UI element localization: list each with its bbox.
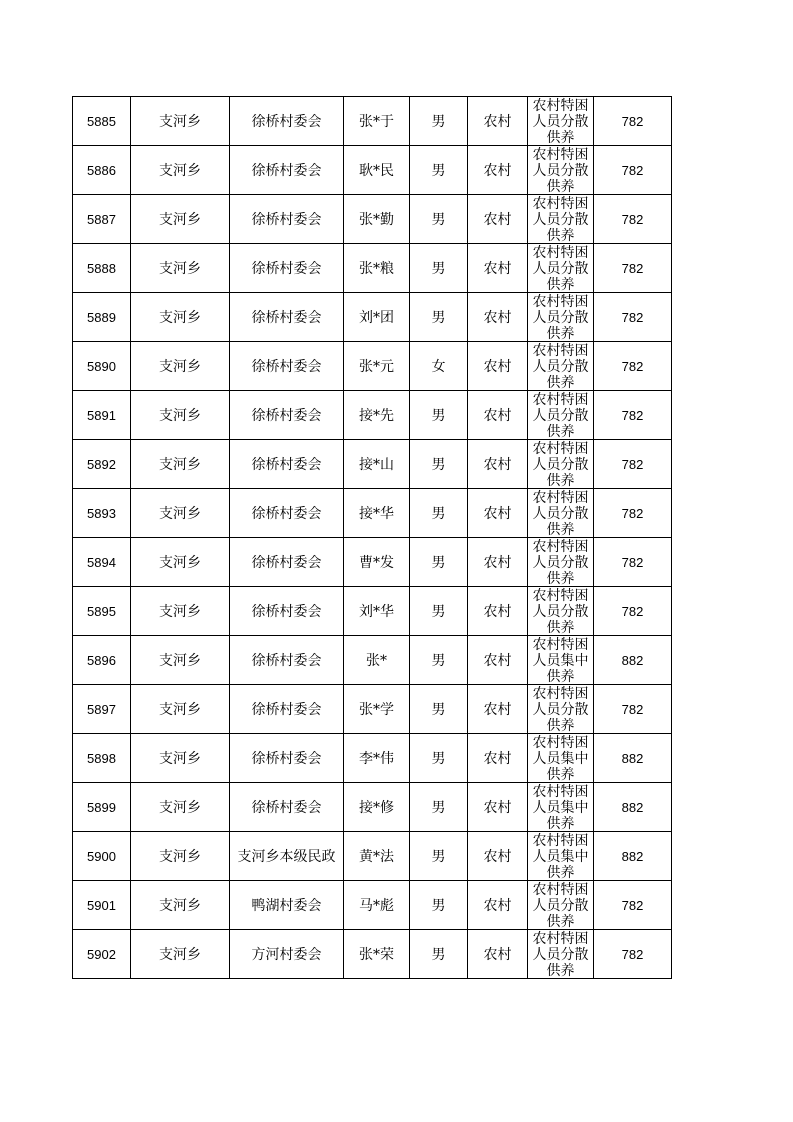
table-row [73, 930, 672, 979]
township-cell: 支河乡 [131, 636, 230, 685]
serial-number-cell: 5895 [73, 587, 131, 636]
support-category-wrap [528, 734, 593, 782]
serial-number-cell: 5889 [73, 293, 131, 342]
support-category-wrap [528, 538, 593, 586]
village-committee-cell: 徐桥村委会 [230, 538, 344, 587]
amount-cell: 882 [594, 734, 672, 783]
serial-number-cell: 5897 [73, 685, 131, 734]
amount-cell: 882 [594, 783, 672, 832]
person-name-cell: 黄*法 [344, 832, 410, 881]
village-committee-cell: 徐桥村委会 [230, 293, 344, 342]
support-category-text: 农村特困人员分散供养 [532, 588, 589, 635]
serial-number-cell: 5885 [73, 97, 131, 146]
serial-number-cell: 5898 [73, 734, 131, 783]
support-category-wrap [528, 440, 593, 488]
village-committee-cell: 徐桥村委会 [230, 587, 344, 636]
sex-cell: 男 [410, 538, 468, 587]
village-committee-cell: 徐桥村委会 [230, 146, 344, 195]
person-name-cell: 马*彪 [344, 881, 410, 930]
person-name-cell: 张*粮 [344, 244, 410, 293]
amount-cell: 782 [594, 293, 672, 342]
table-row [73, 636, 672, 685]
sex-cell: 男 [410, 146, 468, 195]
support-category-wrap [528, 783, 593, 831]
amount-cell: 882 [594, 636, 672, 685]
support-category-text: 农村特困人员集中供养 [532, 637, 589, 684]
support-category-text: 农村特困人员分散供养 [532, 294, 589, 341]
village-committee-cell: 徐桥村委会 [230, 391, 344, 440]
serial-number-cell: 5893 [73, 489, 131, 538]
support-category-cell [528, 734, 594, 783]
serial-number-cell: 5902 [73, 930, 131, 979]
sex-cell: 女 [410, 342, 468, 391]
residence-type-cell: 农村 [468, 930, 528, 979]
serial-number-cell: 5888 [73, 244, 131, 293]
serial-number-cell: 5894 [73, 538, 131, 587]
residence-type-cell: 农村 [468, 538, 528, 587]
support-category-wrap [528, 195, 593, 243]
person-name-cell: 接*山 [344, 440, 410, 489]
support-category-text: 农村特困人员分散供养 [532, 539, 589, 586]
sex-cell: 男 [410, 391, 468, 440]
table-row [73, 342, 672, 391]
support-category-cell [528, 97, 594, 146]
residence-type-cell: 农村 [468, 587, 528, 636]
township-cell: 支河乡 [131, 734, 230, 783]
sex-cell: 男 [410, 293, 468, 342]
township-cell: 支河乡 [131, 538, 230, 587]
sex-cell: 男 [410, 930, 468, 979]
township-cell: 支河乡 [131, 244, 230, 293]
township-cell: 支河乡 [131, 685, 230, 734]
support-category-cell [528, 293, 594, 342]
township-cell: 支河乡 [131, 146, 230, 195]
table-row [73, 391, 672, 440]
residence-type-cell: 农村 [468, 293, 528, 342]
township-cell: 支河乡 [131, 489, 230, 538]
sex-cell: 男 [410, 685, 468, 734]
person-name-cell: 张*元 [344, 342, 410, 391]
village-committee-cell: 徐桥村委会 [230, 636, 344, 685]
amount-cell: 782 [594, 195, 672, 244]
serial-number-cell: 5891 [73, 391, 131, 440]
village-committee-cell: 支河乡本级民政 [230, 832, 344, 881]
sex-cell: 男 [410, 734, 468, 783]
support-category-text: 农村特困人员分散供养 [532, 343, 589, 390]
person-name-cell: 接*修 [344, 783, 410, 832]
table-row [73, 538, 672, 587]
amount-cell: 782 [594, 881, 672, 930]
sex-cell: 男 [410, 244, 468, 293]
village-committee-cell: 徐桥村委会 [230, 685, 344, 734]
person-name-cell: 张*荣 [344, 930, 410, 979]
sex-cell: 男 [410, 195, 468, 244]
village-committee-cell: 徐桥村委会 [230, 244, 344, 293]
amount-cell: 782 [594, 97, 672, 146]
support-category-text: 农村特困人员分散供养 [532, 392, 589, 439]
support-category-cell [528, 538, 594, 587]
person-name-cell: 张*勤 [344, 195, 410, 244]
table-row [73, 587, 672, 636]
sex-cell: 男 [410, 440, 468, 489]
amount-cell: 782 [594, 342, 672, 391]
support-category-cell [528, 783, 594, 832]
support-category-cell [528, 391, 594, 440]
village-committee-cell: 徐桥村委会 [230, 97, 344, 146]
support-category-wrap [528, 146, 593, 194]
table-row [73, 685, 672, 734]
support-category-wrap [528, 587, 593, 635]
village-committee-cell: 鸭湖村委会 [230, 881, 344, 930]
residence-type-cell: 农村 [468, 195, 528, 244]
table-body [73, 97, 672, 979]
support-category-cell [528, 930, 594, 979]
table-row [73, 489, 672, 538]
table-row [73, 195, 672, 244]
sex-cell: 男 [410, 832, 468, 881]
residence-type-cell: 农村 [468, 244, 528, 293]
support-category-cell [528, 685, 594, 734]
village-committee-cell: 徐桥村委会 [230, 783, 344, 832]
table-row [73, 244, 672, 293]
support-category-text: 农村特困人员分散供养 [532, 196, 589, 243]
amount-cell: 782 [594, 587, 672, 636]
serial-number-cell: 5901 [73, 881, 131, 930]
amount-cell: 782 [594, 685, 672, 734]
amount-cell: 782 [594, 930, 672, 979]
sex-cell: 男 [410, 489, 468, 538]
table-row [73, 783, 672, 832]
support-category-cell [528, 342, 594, 391]
person-name-cell: 接*先 [344, 391, 410, 440]
person-name-cell: 张*于 [344, 97, 410, 146]
residence-type-cell: 农村 [468, 440, 528, 489]
person-name-cell: 李*伟 [344, 734, 410, 783]
support-category-text: 农村特困人员集中供养 [532, 735, 589, 782]
amount-cell: 882 [594, 832, 672, 881]
village-committee-cell: 徐桥村委会 [230, 489, 344, 538]
residence-type-cell: 农村 [468, 391, 528, 440]
township-cell: 支河乡 [131, 97, 230, 146]
serial-number-cell: 5886 [73, 146, 131, 195]
support-category-text: 农村特困人员集中供养 [532, 784, 589, 831]
township-cell: 支河乡 [131, 587, 230, 636]
person-name-cell: 张*学 [344, 685, 410, 734]
residence-type-cell: 农村 [468, 97, 528, 146]
sex-cell: 男 [410, 587, 468, 636]
roster-table [72, 96, 672, 979]
person-name-cell: 接*华 [344, 489, 410, 538]
amount-cell: 782 [594, 538, 672, 587]
support-category-text: 农村特困人员分散供养 [532, 245, 589, 292]
support-category-wrap [528, 391, 593, 439]
support-category-cell [528, 587, 594, 636]
support-category-wrap [528, 832, 593, 880]
township-cell: 支河乡 [131, 440, 230, 489]
person-name-cell: 张* [344, 636, 410, 685]
support-category-cell [528, 881, 594, 930]
village-committee-cell: 方河村委会 [230, 930, 344, 979]
amount-cell: 782 [594, 391, 672, 440]
residence-type-cell: 农村 [468, 734, 528, 783]
table-row [73, 440, 672, 489]
table-row [73, 293, 672, 342]
support-category-cell [528, 244, 594, 293]
person-name-cell: 刘*团 [344, 293, 410, 342]
support-category-cell [528, 636, 594, 685]
amount-cell: 782 [594, 440, 672, 489]
residence-type-cell: 农村 [468, 636, 528, 685]
village-committee-cell: 徐桥村委会 [230, 440, 344, 489]
serial-number-cell: 5892 [73, 440, 131, 489]
sex-cell: 男 [410, 783, 468, 832]
residence-type-cell: 农村 [468, 342, 528, 391]
table-row [73, 832, 672, 881]
village-committee-cell: 徐桥村委会 [230, 195, 344, 244]
township-cell: 支河乡 [131, 930, 230, 979]
residence-type-cell: 农村 [468, 783, 528, 832]
township-cell: 支河乡 [131, 391, 230, 440]
township-cell: 支河乡 [131, 783, 230, 832]
support-category-text: 农村特困人员分散供养 [532, 441, 589, 488]
sex-cell: 男 [410, 636, 468, 685]
support-category-text: 农村特困人员集中供养 [532, 833, 589, 880]
support-category-cell [528, 146, 594, 195]
support-category-wrap [528, 685, 593, 733]
person-name-cell: 耿*民 [344, 146, 410, 195]
table-row [73, 881, 672, 930]
township-cell: 支河乡 [131, 342, 230, 391]
serial-number-cell: 5887 [73, 195, 131, 244]
person-name-cell: 曹*发 [344, 538, 410, 587]
support-category-wrap [528, 342, 593, 390]
sex-cell: 男 [410, 881, 468, 930]
support-category-wrap [528, 489, 593, 537]
support-category-wrap [528, 97, 593, 145]
support-category-text: 农村特困人员分散供养 [532, 98, 589, 145]
residence-type-cell: 农村 [468, 489, 528, 538]
support-category-wrap [528, 636, 593, 684]
sex-cell: 男 [410, 97, 468, 146]
support-category-cell [528, 489, 594, 538]
support-category-text: 农村特困人员分散供养 [532, 147, 589, 194]
support-category-text: 农村特困人员分散供养 [532, 490, 589, 537]
amount-cell: 782 [594, 146, 672, 195]
serial-number-cell: 5900 [73, 832, 131, 881]
table-row [73, 146, 672, 195]
support-category-cell [528, 440, 594, 489]
residence-type-cell: 农村 [468, 685, 528, 734]
amount-cell: 782 [594, 489, 672, 538]
village-committee-cell: 徐桥村委会 [230, 734, 344, 783]
support-category-text: 农村特困人员分散供养 [532, 686, 589, 733]
residence-type-cell: 农村 [468, 881, 528, 930]
residence-type-cell: 农村 [468, 832, 528, 881]
support-category-wrap [528, 293, 593, 341]
table-row [73, 97, 672, 146]
support-category-text: 农村特困人员分散供养 [532, 882, 589, 929]
support-category-wrap [528, 930, 593, 978]
support-category-wrap [528, 244, 593, 292]
village-committee-cell: 徐桥村委会 [230, 342, 344, 391]
serial-number-cell: 5896 [73, 636, 131, 685]
support-category-wrap [528, 881, 593, 929]
table-row [73, 734, 672, 783]
township-cell: 支河乡 [131, 293, 230, 342]
residence-type-cell: 农村 [468, 146, 528, 195]
person-name-cell: 刘*华 [344, 587, 410, 636]
serial-number-cell: 5890 [73, 342, 131, 391]
serial-number-cell: 5899 [73, 783, 131, 832]
support-category-cell [528, 832, 594, 881]
township-cell: 支河乡 [131, 832, 230, 881]
township-cell: 支河乡 [131, 881, 230, 930]
support-category-text: 农村特困人员分散供养 [532, 931, 589, 978]
township-cell: 支河乡 [131, 195, 230, 244]
support-category-cell [528, 195, 594, 244]
amount-cell: 782 [594, 244, 672, 293]
